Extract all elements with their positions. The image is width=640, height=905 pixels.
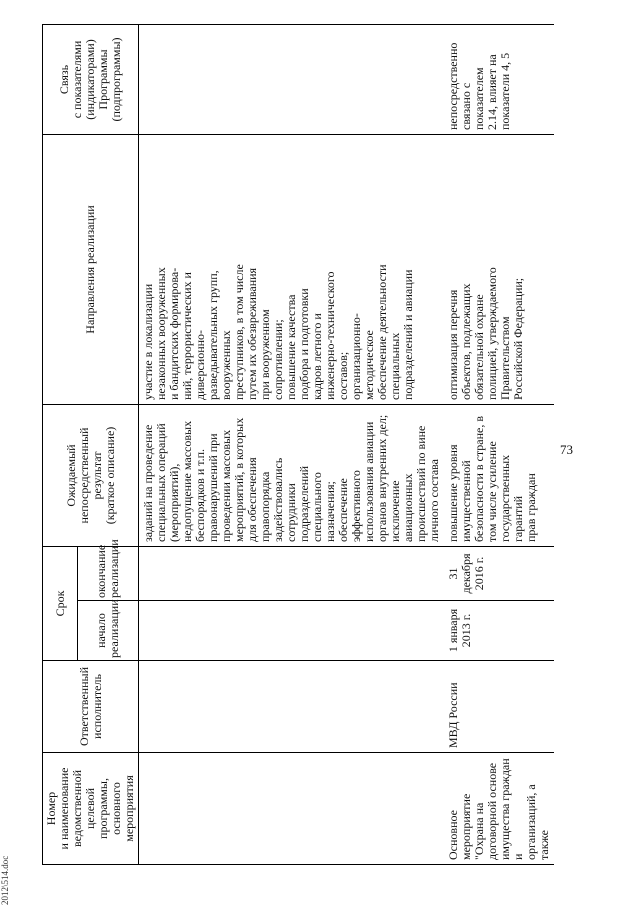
header-expected-result: Ожидаемый непосредственный результат (краткое описание): [43, 405, 139, 547]
cell-directions: оптимизация перечня объектов, подлежащих обязательной охране полицией, утверждаемого Правительством Российской Федерации;: [444, 135, 554, 405]
rotated-table-area: [42, 25, 567, 865]
header-directions: Направления реализации: [43, 135, 139, 405]
cell-start: 1 января 2013 г.: [444, 601, 554, 661]
header-end: окончание реализации: [78, 547, 139, 601]
cell-number-name: Основное мероприятие "Охрана на договорной основе имущества граждан и организаций, а также: [444, 753, 554, 865]
header-responsible: Ответственный исполнитель: [43, 661, 139, 753]
cell-end: 31 декабря 2016 г.: [444, 547, 554, 601]
program-measures-table: [42, 24, 554, 865]
cell-end: [139, 547, 445, 601]
header-number-name: Номер и наименование ведомственной целевой программы, основного мероприятия: [43, 753, 139, 865]
cell-responsible: [139, 661, 445, 753]
page-number: 73: [560, 442, 573, 457]
cell-responsible: МВД России: [444, 661, 554, 753]
document-code: 2012\514.doc: [0, 855, 10, 905]
cell-expected-result: заданий на проведение специальных операций (мероприятий), недопущение массовых беспорядков и т.п. правонарушений при проведении массовых мероприятий, в которых для обеспечения правопорядка задействовались сотрудники подразделений специального назначения; обеспечение эффективного использования авиации органов внутренних дел; исключение авиационных происшествий по вине личного состава: [139, 405, 445, 547]
header-link-indicators: Связь с показателями (индикаторами) Программы (подпрограммы): [43, 25, 139, 135]
cell-link: [139, 25, 445, 135]
table-row: [139, 25, 445, 865]
cell-expected-result: повышение уровня имущественной безопасности в стране, в том числе усиление государственных гарантий прав граждан: [444, 405, 554, 547]
table-row: [444, 25, 554, 865]
header-period: Срок: [43, 547, 78, 661]
cell-directions: участие в локализации незаконных вооруженных и бандитских формирова- ний, террористических и диверсионно- разведывательных групп, вооруженных преступников, в том числе путем их обезвреживания при вооруженном сопротивлении; повышение качества подбора и подготовки кадров летного и инженерно-технического составов; организационно- методическое обеспечение деятельности специальных подразделений и авиации: [139, 135, 445, 405]
header-start: начало реализации: [78, 601, 139, 661]
cell-number-name: [139, 753, 445, 865]
cell-start: [139, 601, 445, 661]
cell-link: непосредственно связано с показателем 2.14, влияет на показатели 4, 5: [444, 25, 554, 135]
